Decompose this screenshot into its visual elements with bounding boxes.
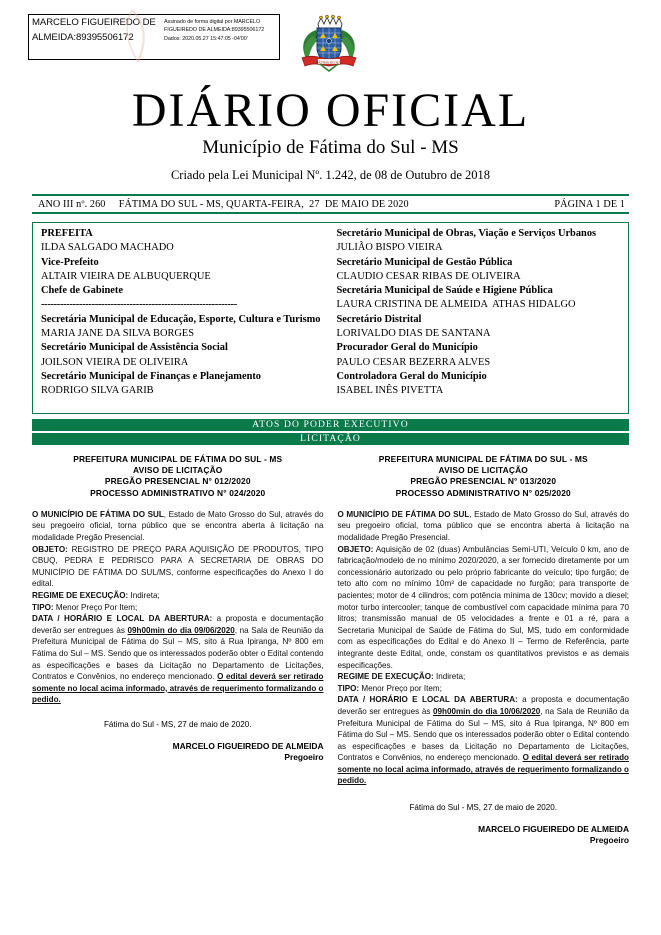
article-left-sign-name: MARCELO FIGUEIREDO DE ALMEIDA (172, 740, 324, 751)
article-intro-entity: O MUNICÍPIO DE FÁTIMA DO SUL (337, 509, 470, 519)
article-regime-label: REGIME DE EXECUÇÃO: (32, 590, 129, 600)
article-data-datetime: 09h00min do dia 09/06/2020 (127, 625, 235, 635)
article-data-text-rest: , na Sala de Reunião da Prefeitura Municipal de Fátima do Sul – MS, sito á Rua Ipiranga, Nº 800 em Fátima do Sul – MS. Sendo que os interessados poderão obter o Edital contendo as especificações e bases da Licitação no Departamento de Licitações, Contratos e Convênios, no endereço mencionado. (32, 625, 324, 682)
article-heading-line: PREGÃO PRESENCIAL N° 012/2020 (104, 476, 251, 487)
article-column-left (32, 454, 324, 846)
article-right-sign-name: MARCELO FIGUEIREDO DE ALMEIDA (478, 824, 629, 835)
article-data-text-intro: a proposta e documentação deverão ser entregues às (32, 614, 324, 635)
article-intro-entity: O MUNICÍPIO DE FÁTIMA DO SUL (32, 509, 164, 519)
masthead-law-reference: Criado pela Lei Municipal Nº. 1.242, de 08 de Outubro de 2018 (170, 168, 491, 182)
article-data-text-intro: a proposta e documentação deverão ser entregues às (337, 695, 629, 716)
article-left-sign-role: Pregoeiro (284, 751, 324, 762)
officials-directory (32, 222, 629, 414)
official-role: Secretário Municipal de Assistência Social (41, 342, 228, 354)
article-data-paragraph (32, 613, 324, 706)
svg-text:FÁTIMA DO SUL: FÁTIMA DO SUL (316, 60, 342, 65)
article-left-body (32, 509, 324, 706)
article-objeto-text: REGISTRO DE PREÇO PARA AQUISIÇÃO DE PRODUTOS, TIPO CBUQ, PEDRA E PEDRISCO PARA A SECRETARIA DE OBRAS DO MUNICÍPIO DE FÁTIMA DO SUL/MS, conforme especificações do Anexo I do edital. (32, 544, 324, 589)
officials-column-right (331, 227, 629, 407)
article-column-right (338, 454, 630, 846)
official-name: ILDA SALGADO MACHADO (41, 242, 174, 254)
official-role: Secretária Municipal de Educação, Esporte, Cultura e Turismo (41, 313, 321, 325)
municipal-coat-of-arms-icon (296, 14, 362, 76)
official-name: JULIÃO BISPO VIEIRA (336, 242, 443, 254)
article-regime-text: Indireta; (433, 672, 466, 682)
official-role: Secretária Municipal de Saúde e Higiene Pública (336, 285, 553, 297)
article-regime-text: Indireta; (128, 590, 160, 600)
article-objeto-label: OBJETO: (337, 544, 374, 554)
official-name: ALTAIR VIEIRA DE ALBUQUERQUE (41, 270, 211, 282)
masthead-subtitle: Município de Fátima do Sul - MS (202, 137, 459, 158)
official-role: Chefe de Gabinete (41, 285, 123, 297)
article-right-sign-city: Fátima do Sul - MS, 27 de maio de 2020. (409, 803, 558, 813)
article-heading-line: PREFEITURA MUNICIPAL DE FÁTIMA DO SUL - MS (378, 454, 588, 464)
article-data-label: DATA / HORÁRIO E LOCAL DA ABERTURA: (337, 695, 518, 705)
article-tipo-paragraph (32, 602, 324, 614)
digital-signature-box (28, 14, 280, 60)
article-left-sign-city: Fátima do Sul - MS, 27 de maio de 2020. (103, 719, 252, 729)
official-name: PAULO CESAR BEZERRA ALVES (336, 356, 491, 368)
article-intro-text: , Estado de Mato Grosso do Sul, através do seu pregoeiro oficial, toma público que se encontra aberta à licitação na modalidade Pregão Presencial. (337, 509, 629, 542)
article-heading-line: PREGÃO PRESENCIAL N° 013/2020 (410, 476, 557, 487)
article-heading-line: AVISO DE LICITAÇÃO (133, 465, 223, 476)
signature-subject-name: MARCELO FIGUEIREDO DE ALMEIDA:89395506172 (32, 17, 156, 43)
article-objeto-paragraph (32, 544, 324, 590)
article-data-datetime: 09h00min do dia 10/06/2020 (433, 706, 541, 716)
official-role: Secretário Municipal de Obras, Viação e Serviços Urbanos (336, 228, 597, 239)
article-heading-line: PROCESSO ADMINISTRATIVO N° 025/2020 (395, 487, 571, 498)
section-banner-executive-acts: ATOS DO PODER EXECUTIVO (32, 419, 629, 431)
official-role: Secretário Municipal de Gestão Pública (336, 256, 513, 268)
article-right-sign-role: Pregoeiro (589, 835, 629, 846)
article-heading-line: PROCESSO ADMINISTRATIVO N° 024/2020 (90, 487, 266, 498)
page-number-label: PÁGINA 1 DE 1 (554, 198, 625, 210)
official-role: Controladora Geral do Município (336, 370, 487, 382)
article-regime-paragraph (32, 590, 324, 602)
officials-divider: -------------------------------------------------------------- (41, 299, 237, 311)
official-role: PREFEITA (41, 228, 93, 239)
issue-info-left: ANO III nº. 260 FÁTIMA DO SUL - MS, QUARTA-FEIRA, 27 DE MAIO DE 2020 (38, 198, 409, 210)
signature-details-text: Assinado de forma digital por MARCELO FIGUEIREDO DE ALMEIDA:89395506172 Dados: 2020.05.27 15:47:05 -04'00' (164, 19, 265, 42)
article-tipo-text: Menor Preço Por Item; (53, 602, 138, 612)
article-tipo-paragraph (338, 683, 630, 695)
official-role: Secretário Municipal de Finanças e Planejamento (41, 370, 262, 382)
official-role: Secretário Distrital (336, 313, 422, 325)
official-name: LORIVALDO DIAS DE SANTANA (336, 328, 491, 340)
article-data-label: DATA / HORÁRIO E LOCAL DA ABERTURA: (32, 614, 213, 624)
section-banner-bidding: LICITAÇÃO (32, 433, 629, 445)
official-role: Vice-Prefeito (41, 256, 99, 268)
article-data-notice: O edital deverá ser retirado somente no local acima informado, através de requerimento formalizando o pedido. (337, 753, 629, 786)
article-intro-text: , Estado de Mato Grosso do Sul, através do seu pregoeiro oficial, torna público que se encontra aberta à licitação na modalidade Pregão Presencial. (32, 509, 324, 542)
official-name: LAURA CRISTINA DE ALMEIDA ATHAS HIDALGO (336, 299, 576, 311)
article-intro-paragraph (338, 509, 630, 544)
article-tipo-text: Menor Preço por Item; (359, 683, 442, 693)
article-regime-label: REGIME DE EXECUÇÃO: (337, 672, 434, 682)
article-left-heading (32, 454, 324, 499)
article-tipo-label: TIPO: (337, 683, 360, 693)
official-name: MARIA JANE DA SILVA BORGES (41, 328, 195, 340)
article-heading-line: PREFEITURA MUNICIPAL DE FÁTIMA DO SUL - MS (73, 454, 283, 464)
official-name: ISABEL INÊS PIVETTA (336, 385, 444, 397)
article-regime-paragraph (338, 671, 630, 683)
masthead (0, 86, 661, 183)
article-intro-paragraph (32, 509, 324, 544)
official-name: CLAUDIO CESAR RIBAS DE OLIVEIRA (336, 270, 521, 282)
article-data-notice: O edital deverá ser retirado somente no local acima informado, através de requerimento formalizando o pedido. (32, 672, 324, 705)
document-header-row (0, 0, 661, 72)
article-objeto-paragraph (338, 544, 630, 672)
article-tipo-label: TIPO: (32, 602, 54, 612)
article-objeto-label: OBJETO: (32, 544, 68, 554)
official-name: JOILSON VIEIRA DE OLIVEIRA (41, 356, 189, 368)
article-heading-line: AVISO DE LICITAÇÃO (438, 465, 528, 476)
official-name: RODRIGO SILVA GARIB (41, 385, 154, 397)
officials-column-left (33, 227, 331, 407)
article-data-text-rest: , na Sala de Reunião da Prefeitura Municipal de Fátima do Sul – MS, sito á Rua Ipiranga, Nº 800 em Fátima do Sul – MS. Sendo que os interessados poderão obter o Edital contendo as especificações e bases da Licitação no Departamento de Licitações, Contratos e Convênios, no endereço mencionado. (337, 706, 629, 763)
article-right-body (338, 509, 630, 787)
article-columns (32, 454, 629, 846)
article-right-heading (338, 454, 630, 499)
issue-info-bar (32, 194, 629, 214)
official-role: Procurador Geral do Município (336, 342, 478, 354)
article-data-paragraph (338, 694, 630, 787)
page-title: DIÁRIO OFICIAL (131, 84, 530, 137)
article-objeto-text: Aquisição de 02 (duas) Ambulâncias Semi-UTI, Veículo 0 km, ano de fabricação/modelo de no mínimo 2020/2020, a ser fornecido diretamente por um concessionário autorizado ou pelo próprio fabricante do veículo; tipo furgão; de teto alto com no mínimo 10m³ de capacidade no furgão; para transporte de pacientes; motor de 4 cilindros; com potência mínima de 130cv; movido a diesel; motor turbo intercooler; tanque de combustível com capacidade mínima para 70 litros; transmissão manual de 05 velocidades a frente e 01 a ré, para a Secretaria Municipal de Saúde de Fátima do Sul, MS, tudo em conformidade com as especificações do Edital e do Anexo II – Termo de Referência, parte integrante deste Edital, onde, constam os quantitativos previstos e as demais especificações. (337, 544, 629, 670)
